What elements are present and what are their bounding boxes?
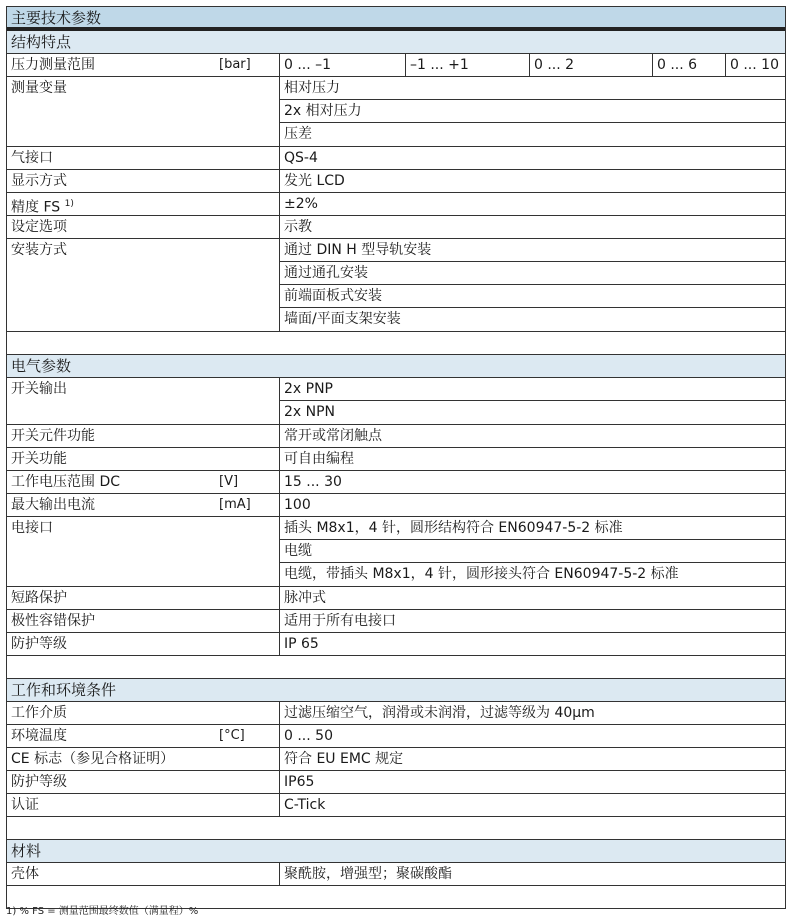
certification-label: 认证 <box>11 797 39 813</box>
electrical-connection-label: 电接口 <box>11 520 53 536</box>
switch-output-label: 开关输出 <box>11 381 67 397</box>
electrical-protection-value: IP 65 <box>279 633 785 655</box>
row-certification <box>7 794 785 817</box>
row-switch-element-function <box>7 425 785 448</box>
section-material <box>7 840 785 863</box>
spacer-row <box>7 817 785 840</box>
ambient-temp-value: 0 ... 50 <box>279 725 785 747</box>
accuracy-label: 精度 FS <box>11 199 61 215</box>
section-electrical-title: 电气参数 <box>11 357 72 375</box>
measured-variable-value-1: 相对压力 <box>280 77 785 100</box>
row-switch-function <box>7 448 785 471</box>
pressure-range-value-5: 0 ... 10 <box>725 54 785 76</box>
medium-value: 过滤压缩空气，润滑或未润滑，过滤等级为 40µm <box>279 702 785 724</box>
max-output-current-value: 100 <box>279 494 785 516</box>
spacer-row <box>7 656 785 679</box>
section-material-title: 材料 <box>11 842 42 860</box>
row-environment-protection <box>7 771 785 794</box>
section-electrical <box>7 355 785 378</box>
voltage-range-label: 工作电压范围 DC <box>11 474 121 490</box>
pressure-range-value-1: 0 ... –1 <box>279 54 405 76</box>
setting-options-label: 设定选项 <box>11 219 67 235</box>
switch-element-function-label: 开关元件功能 <box>11 428 95 444</box>
measured-variable-value-3: 压差 <box>284 126 312 142</box>
mounting-value-1: 通过 DIN H 型导轨安装 <box>280 239 785 262</box>
max-output-current-unit: [mA] <box>219 497 251 512</box>
medium-label: 工作介质 <box>11 705 67 721</box>
reverse-polarity-value: 适用于所有电接口 <box>279 610 785 632</box>
accuracy-label-cell <box>7 193 279 215</box>
row-short-circuit <box>7 587 785 610</box>
section-structure <box>7 31 785 54</box>
row-pressure-range <box>7 54 785 77</box>
accuracy-footnote-ref: 1) <box>64 199 74 209</box>
section-environment-title: 工作和环境条件 <box>11 681 117 699</box>
row-housing <box>7 863 785 886</box>
row-display <box>7 170 785 193</box>
short-circuit-value: 脉冲式 <box>279 587 785 609</box>
housing-label: 壳体 <box>11 866 39 882</box>
environment-protection-label: 防护等级 <box>11 774 67 790</box>
reverse-polarity-label: 极性容错保护 <box>11 613 95 629</box>
environment-protection-value: IP65 <box>279 771 785 793</box>
switch-function-label: 开关功能 <box>11 451 67 467</box>
row-ce-mark <box>7 748 785 771</box>
voltage-range-value: 15 ... 30 <box>279 471 785 493</box>
mounting-value-2: 通过通孔安装 <box>280 262 785 285</box>
pressure-range-unit: [bar] <box>219 57 251 72</box>
spacer-row <box>7 332 785 355</box>
switch-function-value: 可自由编程 <box>279 448 785 470</box>
row-max-output-current <box>7 494 785 517</box>
pressure-range-value-3: 0 ... 2 <box>529 54 652 76</box>
pressure-range-value-4: 0 ... 6 <box>652 54 725 76</box>
row-accuracy <box>7 193 785 216</box>
table-title: 主要技术参数 <box>11 9 102 27</box>
measured-variable-label: 测量变量 <box>11 80 67 96</box>
row-pneumatic-port <box>7 147 785 170</box>
group-measured-variable <box>7 77 785 147</box>
mounting-value-3: 前端面板式安装 <box>280 285 785 308</box>
ce-mark-label: CE 标志（参见合格证明） <box>11 751 175 767</box>
section-environment <box>7 679 785 702</box>
display-label: 显示方式 <box>11 173 67 189</box>
pressure-range-label: 压力测量范围 <box>11 57 95 73</box>
spec-table <box>6 6 786 909</box>
ce-mark-value: 符合 EU EMC 规定 <box>279 748 785 770</box>
setting-options-value: 示教 <box>279 216 785 238</box>
switch-element-function-value: 常开或常闭触点 <box>279 425 785 447</box>
measured-variable-value-2: 2x 相对压力 <box>280 100 785 123</box>
group-mounting <box>7 239 785 332</box>
footnote: 1) % FS = 测量范围最终数值（满量程）% <box>6 906 199 917</box>
electrical-connection-value-2: 电缆 <box>280 540 785 563</box>
row-ambient-temp <box>7 725 785 748</box>
ambient-temp-unit: [°C] <box>219 728 245 743</box>
row-medium <box>7 702 785 725</box>
pneumatic-port-value: QS-4 <box>279 147 785 169</box>
display-value: 发光 LCD <box>279 170 785 192</box>
group-electrical-connection <box>7 517 785 587</box>
group-switch-output <box>7 378 785 425</box>
ambient-temp-label: 环境温度 <box>11 728 67 744</box>
housing-value: 聚酰胺，增强型；聚碳酸酯 <box>279 863 785 885</box>
mounting-label: 安装方式 <box>11 242 67 258</box>
voltage-range-unit: [V] <box>219 474 239 489</box>
section-structure-title: 结构特点 <box>11 33 72 51</box>
accuracy-value: ±2% <box>279 193 785 215</box>
electrical-connection-value-1: 插头 M8x1，4 针，圆形结构符合 EN60947-5-2 标准 <box>280 517 785 540</box>
pressure-range-value-2: –1 ... +1 <box>405 54 529 76</box>
certification-value: C-Tick <box>279 794 785 816</box>
row-reverse-polarity <box>7 610 785 633</box>
electrical-connection-value-3: 电缆，带插头 M8x1，4 针，圆形接头符合 EN60947-5-2 标准 <box>284 566 679 582</box>
switch-output-value-1: 2x PNP <box>280 378 785 401</box>
mounting-value-4: 墙面/平面支架安装 <box>284 311 401 327</box>
pneumatic-port-label: 气接口 <box>11 150 53 166</box>
electrical-protection-label: 防护等级 <box>11 636 67 652</box>
row-electrical-protection <box>7 633 785 656</box>
short-circuit-label: 短路保护 <box>11 590 67 606</box>
row-voltage-range <box>7 471 785 494</box>
max-output-current-label: 最大输出电流 <box>11 497 95 513</box>
switch-output-value-2: 2x NPN <box>284 404 336 420</box>
row-setting-options <box>7 216 785 239</box>
table-title-row <box>7 7 785 31</box>
